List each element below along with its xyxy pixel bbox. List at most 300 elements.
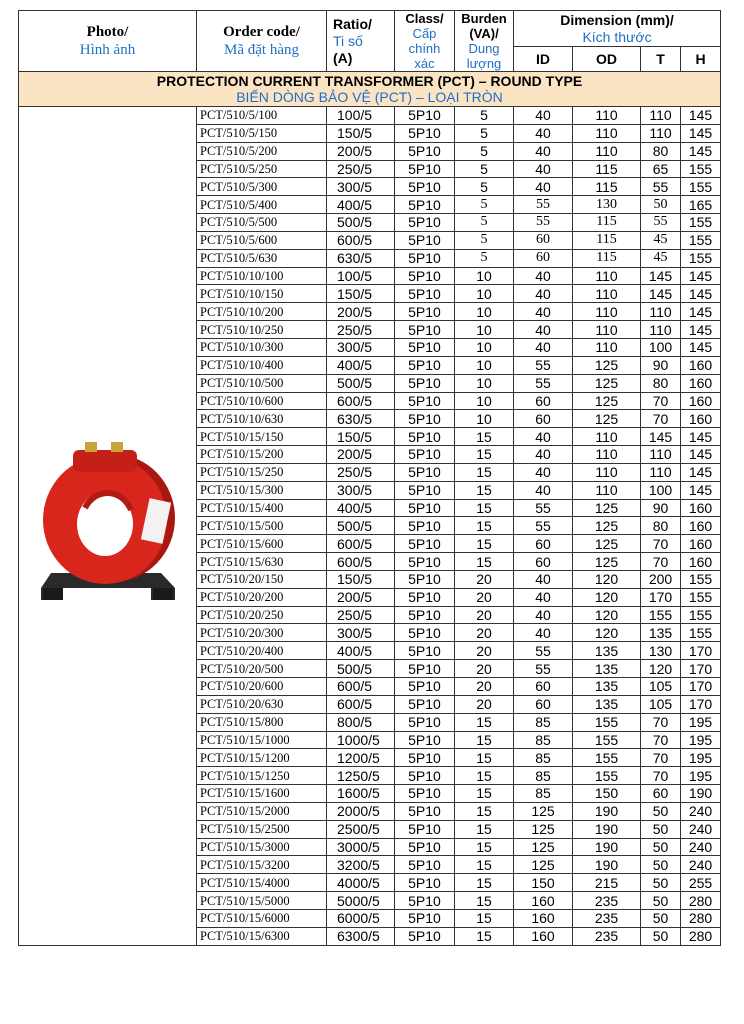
cell-class: 5P10 xyxy=(395,285,455,303)
cell-od: 135 xyxy=(573,660,641,678)
pct-spec-table xyxy=(18,10,721,946)
cell-h: 145 xyxy=(681,463,721,481)
cell-burden: 15 xyxy=(455,463,514,481)
cell-od: 155 xyxy=(573,749,641,767)
cell-t: 50 xyxy=(641,838,681,856)
cell-burden: 15 xyxy=(455,856,514,874)
cell-burden: 15 xyxy=(455,535,514,553)
ratio-header-vi: Ti số xyxy=(333,32,363,49)
cell-class: 5P10 xyxy=(395,392,455,410)
cell-ratio: 800/5 xyxy=(327,713,395,731)
cell-id: 60 xyxy=(514,410,573,428)
cell-code: PCT/510/15/2000 xyxy=(197,802,327,820)
product-photo-cell xyxy=(19,107,197,946)
cell-ratio: 400/5 xyxy=(327,356,395,374)
cell-ratio: 500/5 xyxy=(327,517,395,535)
cell-code: PCT/510/15/1000 xyxy=(197,731,327,749)
cell-od: 110 xyxy=(573,338,641,356)
cell-class: 5P10 xyxy=(395,767,455,785)
cell-class: 5P10 xyxy=(395,927,455,945)
cell-id: 150 xyxy=(514,874,573,892)
section-title-en: PROTECTION CURRENT TRANSFORMER (PCT) – ROUND TYPE xyxy=(156,73,583,89)
table-body xyxy=(19,72,721,946)
cell-t: 110 xyxy=(641,107,681,125)
cell-class: 5P10 xyxy=(395,731,455,749)
cell-code: PCT/510/15/630 xyxy=(197,553,327,571)
cell-code: PCT/510/5/200 xyxy=(197,142,327,160)
code-header-vi: Mã đặt hàng xyxy=(224,42,299,58)
cell-ratio: 1250/5 xyxy=(327,767,395,785)
cell-code: PCT/510/15/3000 xyxy=(197,838,327,856)
cell-burden: 20 xyxy=(455,588,514,606)
cell-t: 80 xyxy=(641,517,681,535)
cell-od: 135 xyxy=(573,678,641,696)
cell-t: 55 xyxy=(641,178,681,196)
cell-class: 5P10 xyxy=(395,303,455,321)
table-header xyxy=(19,11,721,72)
cell-id: 40 xyxy=(514,267,573,285)
cell-code: PCT/510/10/300 xyxy=(197,338,327,356)
cell-ratio: 200/5 xyxy=(327,142,395,160)
class-header-vi-3: xác xyxy=(414,56,435,71)
cell-id: 55 xyxy=(514,499,573,517)
table-row xyxy=(19,107,721,125)
cell-ratio: 1000/5 xyxy=(327,731,395,749)
cell-od: 120 xyxy=(573,606,641,624)
cell-h: 195 xyxy=(681,731,721,749)
cell-id: 85 xyxy=(514,785,573,803)
cell-class: 5P10 xyxy=(395,802,455,820)
cell-class: 5P10 xyxy=(395,588,455,606)
cell-ratio: 250/5 xyxy=(327,160,395,178)
cell-id: 60 xyxy=(514,392,573,410)
cell-ratio: 150/5 xyxy=(327,428,395,446)
cell-od: 110 xyxy=(573,428,641,446)
cell-t: 170 xyxy=(641,588,681,606)
cell-code: PCT/510/15/5000 xyxy=(197,892,327,910)
cell-h: 195 xyxy=(681,767,721,785)
cell-class: 5P10 xyxy=(395,785,455,803)
cell-od: 115 xyxy=(573,214,641,232)
cell-burden: 15 xyxy=(455,499,514,517)
cell-burden: 15 xyxy=(455,446,514,464)
cell-h: 145 xyxy=(681,303,721,321)
cell-t: 70 xyxy=(641,713,681,731)
cell-burden: 15 xyxy=(455,517,514,535)
cell-code: PCT/510/20/200 xyxy=(197,588,327,606)
burden-column-header xyxy=(455,11,514,72)
cell-code: PCT/510/20/150 xyxy=(197,570,327,588)
cell-id: 40 xyxy=(514,481,573,499)
cell-t: 145 xyxy=(641,285,681,303)
cell-burden: 20 xyxy=(455,678,514,696)
ratio-column-header xyxy=(327,11,395,72)
cell-t: 105 xyxy=(641,678,681,696)
cell-class: 5P10 xyxy=(395,160,455,178)
cell-h: 155 xyxy=(681,588,721,606)
cell-t: 70 xyxy=(641,767,681,785)
cell-class: 5P10 xyxy=(395,642,455,660)
cell-ratio: 150/5 xyxy=(327,285,395,303)
cell-code: PCT/510/20/400 xyxy=(197,642,327,660)
cell-burden: 15 xyxy=(455,874,514,892)
cell-id: 55 xyxy=(514,196,573,214)
cell-od: 235 xyxy=(573,927,641,945)
cell-class: 5P10 xyxy=(395,517,455,535)
cell-code: PCT/510/15/600 xyxy=(197,535,327,553)
cell-od: 135 xyxy=(573,695,641,713)
cell-od: 155 xyxy=(573,767,641,785)
cell-h: 155 xyxy=(681,606,721,624)
photo-column-header xyxy=(19,11,197,72)
cell-od: 155 xyxy=(573,713,641,731)
cell-code: PCT/510/5/150 xyxy=(197,124,327,142)
cell-code: PCT/510/5/400 xyxy=(197,196,327,214)
cell-t: 200 xyxy=(641,570,681,588)
cell-h: 190 xyxy=(681,785,721,803)
cell-burden: 15 xyxy=(455,927,514,945)
cell-t: 45 xyxy=(641,231,681,249)
cell-ratio: 500/5 xyxy=(327,660,395,678)
cell-burden: 15 xyxy=(455,428,514,446)
cell-od: 110 xyxy=(573,285,641,303)
class-column-header xyxy=(395,11,455,72)
cell-class: 5P10 xyxy=(395,231,455,249)
cell-ratio: 250/5 xyxy=(327,606,395,624)
cell-code: PCT/510/15/800 xyxy=(197,713,327,731)
cell-class: 5P10 xyxy=(395,142,455,160)
cell-code: PCT/510/15/300 xyxy=(197,481,327,499)
cell-h: 160 xyxy=(681,410,721,428)
cell-code: PCT/510/10/150 xyxy=(197,285,327,303)
cell-burden: 10 xyxy=(455,374,514,392)
cell-id: 160 xyxy=(514,909,573,927)
cell-class: 5P10 xyxy=(395,570,455,588)
cell-class: 5P10 xyxy=(395,874,455,892)
cell-id: 40 xyxy=(514,338,573,356)
cell-code: PCT/510/10/100 xyxy=(197,267,327,285)
cell-od: 125 xyxy=(573,392,641,410)
cell-ratio: 300/5 xyxy=(327,338,395,356)
cell-burden: 15 xyxy=(455,838,514,856)
cell-h: 170 xyxy=(681,678,721,696)
burden-header-en-1: Burden xyxy=(461,11,507,26)
cell-id: 40 xyxy=(514,178,573,196)
dimension-column-header xyxy=(514,11,721,47)
cell-burden: 5 xyxy=(455,142,514,160)
cell-t: 110 xyxy=(641,321,681,339)
cell-id: 40 xyxy=(514,285,573,303)
cell-od: 110 xyxy=(573,303,641,321)
cell-h: 165 xyxy=(681,196,721,214)
cell-h: 170 xyxy=(681,660,721,678)
cell-od: 190 xyxy=(573,856,641,874)
cell-burden: 20 xyxy=(455,695,514,713)
cell-t: 90 xyxy=(641,356,681,374)
cell-class: 5P10 xyxy=(395,107,455,125)
cell-h: 280 xyxy=(681,909,721,927)
cell-code: PCT/510/15/1250 xyxy=(197,767,327,785)
cell-od: 110 xyxy=(573,124,641,142)
cell-class: 5P10 xyxy=(395,678,455,696)
cell-class: 5P10 xyxy=(395,428,455,446)
dimension-header-vi: Kích thước xyxy=(582,28,652,45)
cell-ratio: 150/5 xyxy=(327,124,395,142)
cell-ratio: 1200/5 xyxy=(327,749,395,767)
ratio-header-en: Ratio/ xyxy=(333,15,372,32)
class-header-en: Class/ xyxy=(405,11,444,26)
cell-burden: 10 xyxy=(455,356,514,374)
cell-code: PCT/510/10/500 xyxy=(197,374,327,392)
cell-h: 160 xyxy=(681,374,721,392)
cell-ratio: 630/5 xyxy=(327,410,395,428)
cell-ratio: 1600/5 xyxy=(327,785,395,803)
cell-class: 5P10 xyxy=(395,124,455,142)
cell-class: 5P10 xyxy=(395,321,455,339)
cell-od: 215 xyxy=(573,874,641,892)
cell-od: 110 xyxy=(573,463,641,481)
cell-t: 60 xyxy=(641,785,681,803)
cell-t: 70 xyxy=(641,410,681,428)
section-heading xyxy=(19,72,721,107)
product-spec-sheet xyxy=(18,10,720,946)
class-header-vi-1: Cấp xyxy=(412,26,437,41)
cell-h: 240 xyxy=(681,820,721,838)
cell-burden: 15 xyxy=(455,731,514,749)
cell-t: 50 xyxy=(641,909,681,927)
cell-od: 115 xyxy=(573,160,641,178)
cell-burden: 20 xyxy=(455,570,514,588)
cell-burden: 15 xyxy=(455,481,514,499)
cell-burden: 10 xyxy=(455,321,514,339)
cell-ratio: 5000/5 xyxy=(327,892,395,910)
cell-od: 115 xyxy=(573,178,641,196)
cell-code: PCT/510/15/6000 xyxy=(197,909,327,927)
cell-id: 40 xyxy=(514,624,573,642)
cell-h: 155 xyxy=(681,570,721,588)
cell-class: 5P10 xyxy=(395,249,455,267)
id-column-header: ID xyxy=(514,47,573,72)
cell-id: 55 xyxy=(514,660,573,678)
cell-t: 50 xyxy=(641,802,681,820)
cell-class: 5P10 xyxy=(395,410,455,428)
cell-ratio: 600/5 xyxy=(327,231,395,249)
cell-class: 5P10 xyxy=(395,820,455,838)
cell-class: 5P10 xyxy=(395,553,455,571)
cell-code: PCT/510/5/500 xyxy=(197,214,327,232)
cell-h: 155 xyxy=(681,160,721,178)
cell-t: 145 xyxy=(641,267,681,285)
cell-id: 40 xyxy=(514,107,573,125)
cell-class: 5P10 xyxy=(395,606,455,624)
code-header-en: Order code/ xyxy=(223,24,300,40)
cell-burden: 15 xyxy=(455,802,514,820)
cell-h: 160 xyxy=(681,517,721,535)
cell-h: 145 xyxy=(681,107,721,125)
cell-code: PCT/510/5/600 xyxy=(197,231,327,249)
cell-od: 125 xyxy=(573,374,641,392)
cell-ratio: 250/5 xyxy=(327,321,395,339)
cell-h: 145 xyxy=(681,428,721,446)
cell-ratio: 300/5 xyxy=(327,481,395,499)
photo-header-en: Photo/ xyxy=(86,24,129,40)
dimension-header-en: Dimension (mm)/ xyxy=(560,11,674,28)
cell-h: 160 xyxy=(681,553,721,571)
cell-ratio: 600/5 xyxy=(327,695,395,713)
cell-ratio: 3000/5 xyxy=(327,838,395,856)
cell-burden: 15 xyxy=(455,767,514,785)
cell-id: 40 xyxy=(514,446,573,464)
cell-code: PCT/510/5/300 xyxy=(197,178,327,196)
cell-ratio: 300/5 xyxy=(327,624,395,642)
cell-ratio: 3200/5 xyxy=(327,856,395,874)
cell-od: 110 xyxy=(573,107,641,125)
cell-code: PCT/510/20/600 xyxy=(197,678,327,696)
cell-ratio: 500/5 xyxy=(327,214,395,232)
cell-ratio: 200/5 xyxy=(327,588,395,606)
cell-ratio: 630/5 xyxy=(327,249,395,267)
cell-id: 60 xyxy=(514,678,573,696)
cell-ratio: 4000/5 xyxy=(327,874,395,892)
cell-ratio: 400/5 xyxy=(327,196,395,214)
cell-od: 125 xyxy=(573,356,641,374)
cell-code: PCT/510/15/1600 xyxy=(197,785,327,803)
cell-code: PCT/510/20/500 xyxy=(197,660,327,678)
cell-od: 235 xyxy=(573,909,641,927)
cell-class: 5P10 xyxy=(395,535,455,553)
cell-t: 50 xyxy=(641,856,681,874)
cell-t: 70 xyxy=(641,553,681,571)
cell-id: 85 xyxy=(514,749,573,767)
cell-id: 85 xyxy=(514,731,573,749)
burden-header-vi-1: Dung xyxy=(468,41,500,56)
cell-id: 55 xyxy=(514,642,573,660)
cell-od: 190 xyxy=(573,838,641,856)
cell-class: 5P10 xyxy=(395,749,455,767)
cell-h: 160 xyxy=(681,392,721,410)
cell-id: 85 xyxy=(514,767,573,785)
cell-t: 110 xyxy=(641,303,681,321)
cell-od: 110 xyxy=(573,142,641,160)
cell-od: 115 xyxy=(573,249,641,267)
cell-od: 115 xyxy=(573,231,641,249)
cell-class: 5P10 xyxy=(395,713,455,731)
cell-h: 280 xyxy=(681,927,721,945)
cell-t: 130 xyxy=(641,642,681,660)
cell-h: 155 xyxy=(681,178,721,196)
cell-id: 125 xyxy=(514,838,573,856)
cell-od: 110 xyxy=(573,446,641,464)
cell-t: 70 xyxy=(641,535,681,553)
cell-class: 5P10 xyxy=(395,463,455,481)
cell-burden: 20 xyxy=(455,660,514,678)
photo-header-vi: Hình ảnh xyxy=(79,42,136,58)
cell-t: 110 xyxy=(641,463,681,481)
cell-ratio: 2500/5 xyxy=(327,820,395,838)
cell-h: 155 xyxy=(681,214,721,232)
cell-burden: 5 xyxy=(455,196,514,214)
cell-class: 5P10 xyxy=(395,374,455,392)
order-code-column-header xyxy=(197,11,327,72)
cell-ratio: 200/5 xyxy=(327,446,395,464)
cell-id: 40 xyxy=(514,428,573,446)
cell-burden: 5 xyxy=(455,214,514,232)
cell-id: 125 xyxy=(514,820,573,838)
cell-id: 40 xyxy=(514,570,573,588)
cell-code: PCT/510/10/600 xyxy=(197,392,327,410)
cell-t: 120 xyxy=(641,660,681,678)
cell-od: 120 xyxy=(573,588,641,606)
cell-id: 160 xyxy=(514,927,573,945)
cell-burden: 20 xyxy=(455,606,514,624)
cell-burden: 5 xyxy=(455,107,514,125)
cell-h: 240 xyxy=(681,802,721,820)
cell-h: 240 xyxy=(681,838,721,856)
cell-id: 40 xyxy=(514,606,573,624)
cell-burden: 10 xyxy=(455,267,514,285)
cell-h: 240 xyxy=(681,856,721,874)
cell-t: 110 xyxy=(641,124,681,142)
cell-h: 145 xyxy=(681,338,721,356)
cell-code: PCT/510/5/250 xyxy=(197,160,327,178)
cell-id: 125 xyxy=(514,802,573,820)
cell-ratio: 600/5 xyxy=(327,535,395,553)
red-round-current-transformer-icon xyxy=(33,438,183,613)
cell-id: 55 xyxy=(514,214,573,232)
cell-burden: 15 xyxy=(455,553,514,571)
cell-id: 40 xyxy=(514,588,573,606)
cell-burden: 15 xyxy=(455,749,514,767)
cell-od: 130 xyxy=(573,196,641,214)
cell-t: 45 xyxy=(641,249,681,267)
cell-id: 160 xyxy=(514,892,573,910)
cell-t: 105 xyxy=(641,695,681,713)
cell-od: 125 xyxy=(573,535,641,553)
cell-ratio: 2000/5 xyxy=(327,802,395,820)
cell-burden: 15 xyxy=(455,909,514,927)
cell-h: 195 xyxy=(681,749,721,767)
cell-od: 135 xyxy=(573,642,641,660)
cell-t: 135 xyxy=(641,624,681,642)
cell-class: 5P10 xyxy=(395,695,455,713)
cell-h: 280 xyxy=(681,892,721,910)
section-heading-row xyxy=(19,72,721,107)
cell-code: PCT/510/15/4000 xyxy=(197,874,327,892)
cell-t: 80 xyxy=(641,374,681,392)
cell-od: 190 xyxy=(573,802,641,820)
cell-id: 40 xyxy=(514,142,573,160)
cell-code: PCT/510/10/200 xyxy=(197,303,327,321)
cell-burden: 10 xyxy=(455,410,514,428)
cell-class: 5P10 xyxy=(395,856,455,874)
cell-class: 5P10 xyxy=(395,446,455,464)
cell-ratio: 6000/5 xyxy=(327,909,395,927)
cell-t: 70 xyxy=(641,749,681,767)
cell-od: 125 xyxy=(573,499,641,517)
cell-id: 40 xyxy=(514,463,573,481)
cell-code: PCT/510/5/100 xyxy=(197,107,327,125)
cell-code: PCT/510/15/400 xyxy=(197,499,327,517)
cell-code: PCT/510/15/6300 xyxy=(197,927,327,945)
cell-ratio: 600/5 xyxy=(327,678,395,696)
cell-code: PCT/510/10/400 xyxy=(197,356,327,374)
cell-h: 160 xyxy=(681,499,721,517)
cell-t: 50 xyxy=(641,820,681,838)
cell-burden: 15 xyxy=(455,820,514,838)
cell-id: 40 xyxy=(514,303,573,321)
cell-t: 90 xyxy=(641,499,681,517)
cell-ratio: 200/5 xyxy=(327,303,395,321)
